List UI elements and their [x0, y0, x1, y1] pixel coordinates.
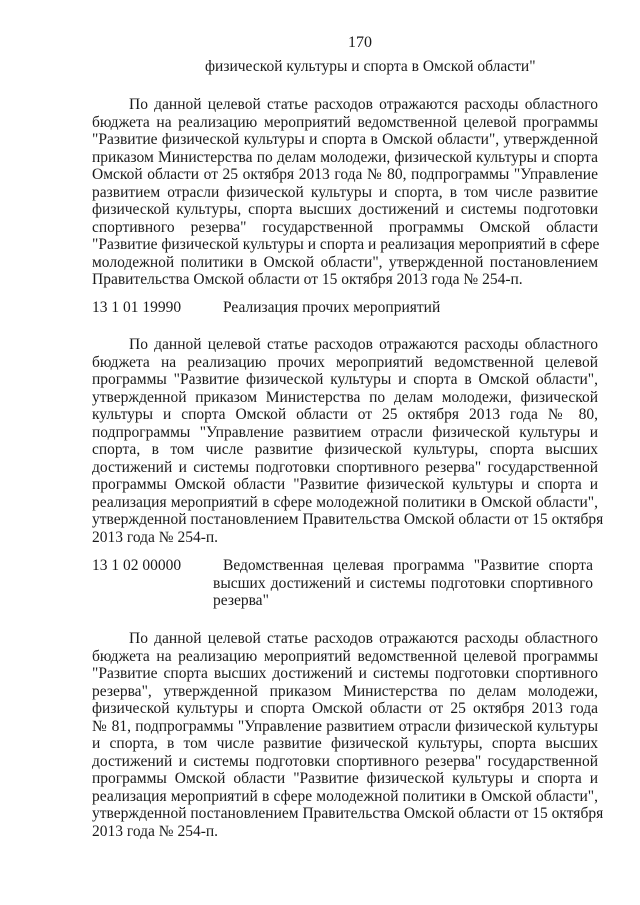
section-title-line: высших достижений и системы подготовки спортивного: [213, 574, 593, 592]
paragraph-line: развитием отрасли физической культуры и спорта, в том числе развитие: [92, 183, 598, 201]
paragraph-line: утвержденной приказом Министерства по делам молодежи, физической: [92, 388, 598, 406]
paragraph-line: "Развитие физической культуры и спорта в Омской области", утвержденной: [92, 131, 598, 148]
paragraph-line: бюджета на реализацию прочих мероприятий ведомственной целевой: [92, 353, 598, 371]
paragraph-line: подпрограммы "Управление развитием отрасли физической культуры и: [92, 423, 598, 441]
paragraph-line: "Развитие спорта высших достижений и системы подготовки спортивного: [92, 665, 598, 682]
section-code: 13 1 02 00000: [92, 557, 182, 574]
section-title: Реализация прочих мероприятий: [223, 299, 441, 316]
paragraph-line: резерва", утвержденной приказом Министерства по делам молодежи,: [92, 682, 598, 700]
paragraph-line: № 81, подпрограммы "Управление развитием отрасли физической культуры: [92, 717, 598, 735]
heading-continuation: физической культуры и спорта в Омской области": [205, 58, 536, 75]
paragraph-line: программы Омской области "Развитие физической культуры и спорта и: [92, 476, 598, 493]
paragraph-line: реализация мероприятий в сфере молодежной политики в Омской области",: [92, 787, 598, 805]
paragraph-line: реализация мероприятий в сфере молодежной политики в Омской области",: [92, 493, 598, 511]
paragraph-line: спортивного резерва" государственной программы Омской области: [92, 218, 598, 236]
paragraph-line: достижений и системы подготовки спортивного резерва" государственной: [92, 752, 598, 770]
paragraph-line: бюджета на реализацию мероприятий ведомственной целевой программы: [92, 113, 598, 131]
paragraph-2: [92, 336, 604, 546]
paragraph-line: физической культуры, спорта высших достижений и системы подготовки: [92, 201, 598, 218]
paragraph-line: По данной целевой статье расходов отражаются расходы областного: [129, 630, 598, 647]
section-title-line: резерва": [213, 592, 269, 609]
paragraph-line: достижений и системы подготовки спортивного резерва" государственной: [92, 458, 598, 476]
paragraph-line: утвержденной постановлением Правительства Омской области от 15 октября: [92, 511, 604, 528]
paragraph-line: 2013 года № 254-п.: [92, 528, 219, 546]
paragraph-3: [92, 630, 604, 840]
paragraph-line: молодежной политики в Омской области", утвержденной постановлением: [92, 253, 598, 271]
paragraph-line: и спорта, в том числе развитие физической культуры, спорта высших: [92, 735, 598, 752]
paragraph-line: 2013 года № 254-п.: [92, 822, 219, 840]
paragraph-line: По данной целевой статье расходов отражаются расходы областного: [129, 336, 598, 353]
page-number: 170: [348, 34, 372, 51]
paragraph-line: спорта, в том числе развитие физической культуры, спорта высших: [92, 441, 598, 458]
paragraph-1: [92, 96, 598, 289]
paragraph-line: программы "Развитие физической культуры и спорта в Омской области",: [92, 371, 598, 388]
paragraph-line: программы Омской области "Развитие физической культуры и спорта и: [92, 770, 598, 787]
paragraph-line: физической культуры и спорта Омской области от 25 октября 2013 года: [92, 700, 598, 717]
paragraph-line: приказом Министерства по делам молодежи, физической культуры и спорта: [92, 148, 598, 166]
paragraph-line: культуры и спорта Омской области от 25 октября 2013 года № 80,: [92, 406, 598, 423]
paragraph-line: Омской области от 25 октября 2013 года № 80, подпрограммы "Управление: [92, 166, 598, 183]
paragraph-line: Правительства Омской области от 15 октября 2013 года № 254-п.: [92, 271, 523, 288]
paragraph-line: утвержденной постановлением Правительства Омской области от 15 октября: [92, 805, 604, 822]
section-title-2: [213, 557, 593, 610]
section-code: 13 1 01 19990: [92, 299, 182, 316]
paragraph-line: "Развитие физической культуры и спорта и реализация мероприятий в сфере: [92, 236, 600, 253]
paragraph-line: По данной целевой статье расходов отражаются расходы областного: [129, 96, 598, 113]
paragraph-line: бюджета на реализацию мероприятий ведомственной целевой программы: [92, 647, 598, 665]
section-title-line: Ведомственная целевая программа "Развитие спорта: [223, 557, 593, 574]
